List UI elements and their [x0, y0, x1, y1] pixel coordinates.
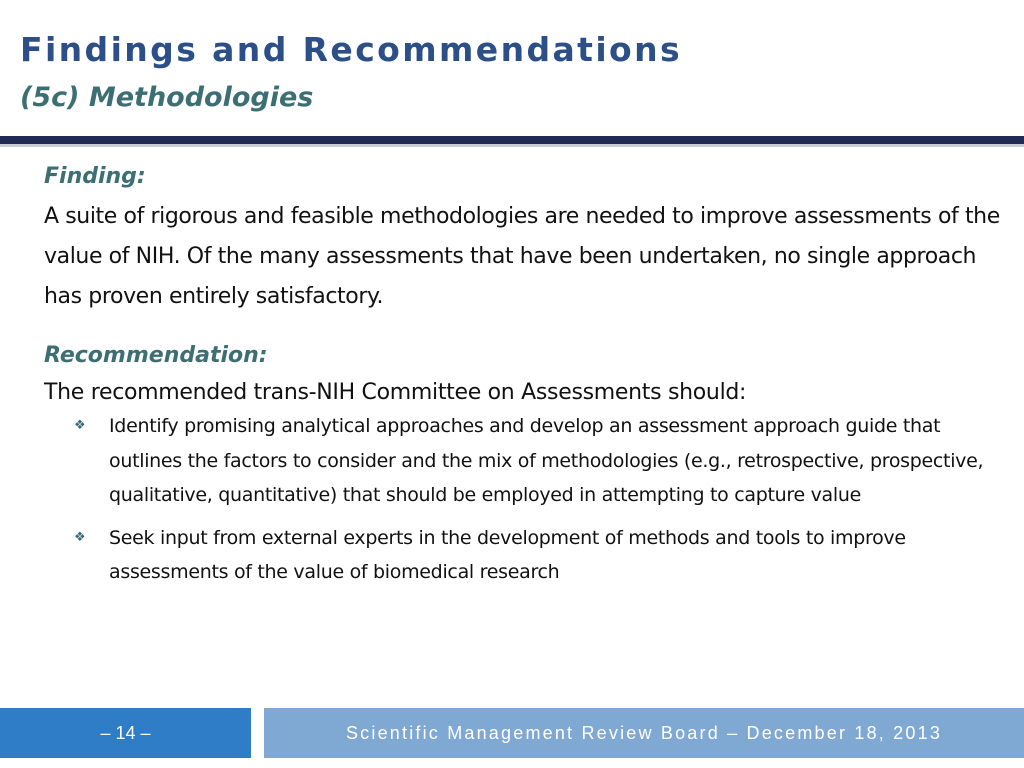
list-item-text: Identify promising analytical approaches and develop an assessment approach guide that outlines the factors to consider and the mix of methodologies (e.g., retrospective, prospective, qualitative, quantitative) that should be employed in attempting to capture value	[109, 415, 984, 506]
recommendation-heading: Recommendation:	[44, 343, 268, 368]
slide-subtitle: (5c) Methodologies	[20, 82, 314, 113]
list-item	[44, 409, 1009, 513]
diamond-bullet-icon: ❖	[74, 529, 86, 545]
slide-title: Findings and Recommendations	[20, 30, 683, 69]
page-number: – 14 –	[0, 708, 251, 758]
recommendation-intro: The recommended trans-NIH Committee on Assessments should:	[44, 380, 747, 405]
finding-heading: Finding:	[44, 164, 146, 189]
diamond-bullet-icon: ❖	[74, 418, 86, 433]
finding-text: A suite of rigorous and feasible methodologies are needed to improve assessments of the value of NIH. Of the many assessments that have been undertaken, no single approach has proven entirely satisfactory.	[44, 204, 1000, 309]
list-item	[44, 521, 1009, 590]
title-divider	[0, 136, 1024, 144]
list-item-text: Seek input from external experts in the development of methods and tools to improve assessments of the value of biomedical research	[109, 526, 906, 583]
slide-body	[44, 164, 1009, 598]
recommendation-list	[44, 409, 1009, 590]
title-divider-shadow	[0, 144, 1024, 147]
footer-caption: Scientific Management Review Board – December 18, 2013	[264, 708, 1024, 758]
